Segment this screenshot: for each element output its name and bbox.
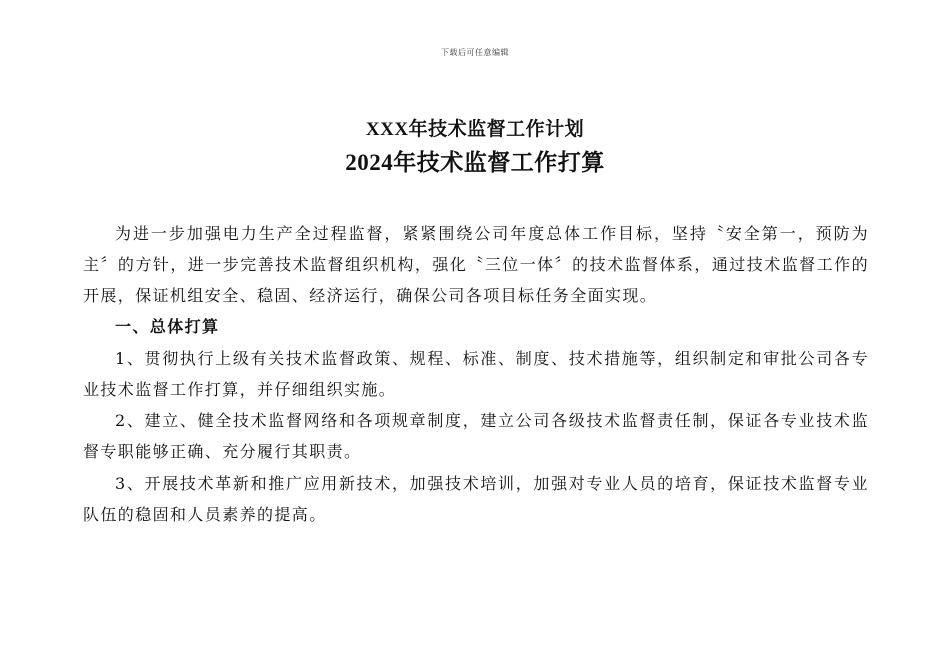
document-subtitle: 2024年技术监督工作打算: [345, 150, 605, 175]
list-item: 1、贯彻执行上级有关技术监督政策、规程、标准、制度、技术措施等，组织制定和审批公司各专业技术监督工作打算，并仔细组织实施。: [83, 348, 869, 400]
section-heading: 一、总体打算: [115, 318, 220, 336]
list-item: 2、建立、健全技术监督网络和各项规章制度，建立公司各级技术监督责任制，保证各专业技术监督专职能够正确、充分履行其职责。: [83, 411, 869, 462]
list-item: 3、开展技术革新和推广应用新技术，加强技术培训，加强对专业人员的培育，保证技术监督专业队伍的稳固和人员素养的提高。: [83, 473, 869, 524]
document-body: [83, 218, 869, 530]
header-note: 下载后可任意编辑: [441, 48, 509, 57]
intro-paragraph: 为进一步加强电力生产全过程监督，紧紧围绕公司年度总体工作目标，坚持〝安全第一，预防为主〞的方针，进一步完善技术监督组织机构，强化〝三位一体〞的技术监督体系，通过技术监督工作的开展，保证机组安全、稳固、经济运行，确保公司各项目标任务全面实现。: [83, 224, 869, 306]
document-title: XXX年技术监督工作计划: [365, 119, 585, 140]
